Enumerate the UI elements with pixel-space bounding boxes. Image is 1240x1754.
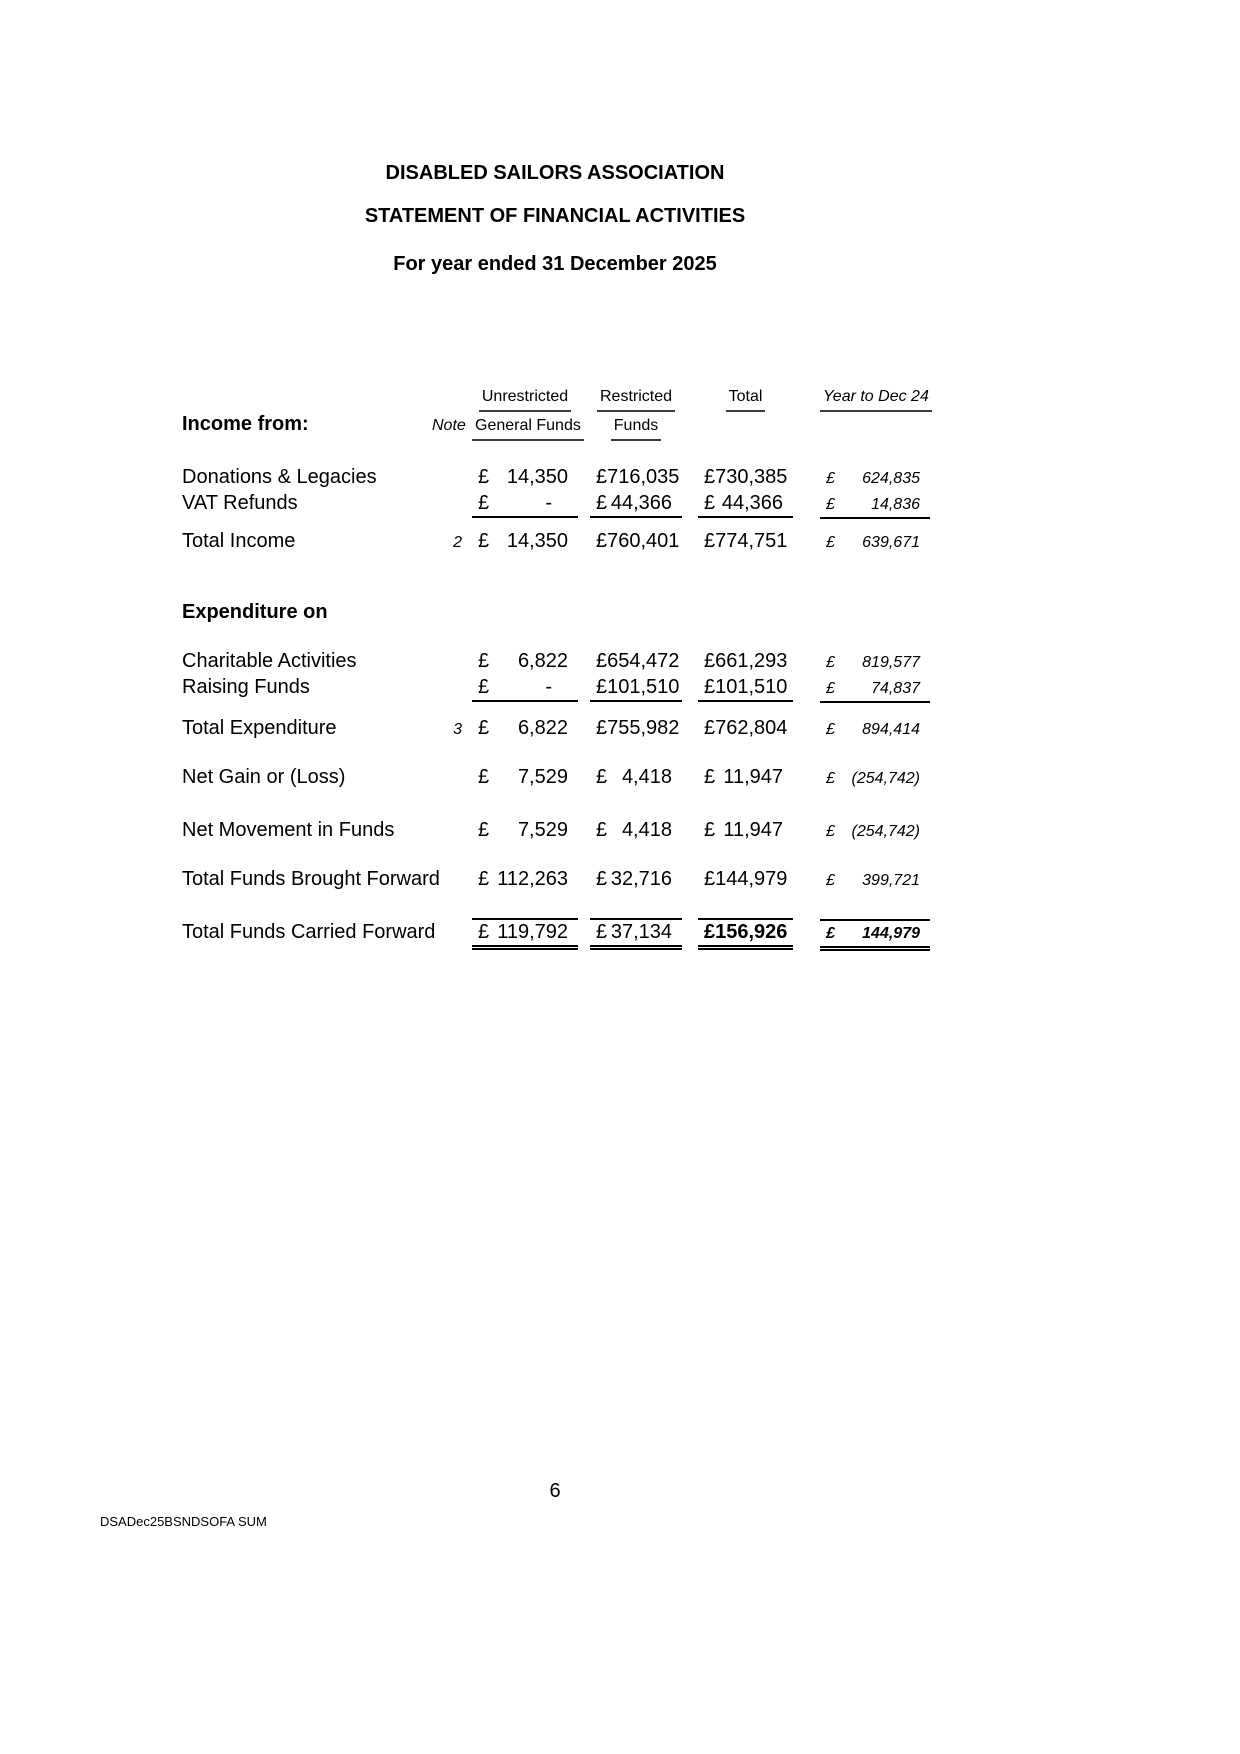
restricted-amount [590, 465, 682, 490]
amount-value: 624,835 [862, 470, 920, 487]
statement-title: STATEMENT OF FINANCIAL ACTIVITIES [364, 205, 746, 227]
amount-value: 14,350 [506, 530, 568, 552]
pound-sign: £ [596, 868, 608, 890]
prior-year-amount [820, 530, 930, 555]
amount-value: 11,947 [723, 819, 783, 841]
restricted-amount [590, 675, 682, 702]
prior-year-amount [820, 466, 930, 491]
amount-value: 755,982 [607, 717, 680, 739]
pound-sign: £ [826, 496, 835, 513]
unrestricted-amount [472, 675, 578, 702]
pound-sign: £ [478, 819, 490, 841]
unrestricted-amount [472, 649, 578, 674]
amount-value: 101,510 [607, 676, 680, 698]
row-label: Charitable Activities [182, 650, 357, 672]
unrestricted-amount [472, 716, 578, 741]
restricted-amount [590, 716, 682, 741]
prior-year-amount [820, 919, 930, 948]
amount-value: 654,472 [607, 650, 680, 672]
restricted-amount [590, 818, 682, 843]
amount-value: 7,529 [517, 819, 568, 841]
restricted-header: Restricted [590, 384, 682, 412]
unrestricted-header: Unrestricted [472, 384, 578, 412]
amount-value: 7,529 [517, 766, 568, 788]
page-title: DISABLED SAILORS ASSOCIATION [385, 162, 725, 184]
total-amount [698, 765, 793, 790]
sofa-table [182, 384, 930, 948]
unrestricted-amount [472, 491, 578, 518]
amount-value: 639,671 [862, 534, 920, 551]
amount-value: - [545, 492, 552, 514]
pound-sign: £ [596, 466, 608, 488]
total-amount [698, 491, 793, 518]
pound-sign: £ [478, 650, 490, 672]
row-label: Total Income [182, 530, 296, 552]
unrestricted-amount [472, 818, 578, 843]
pound-sign: £ [826, 654, 835, 671]
row-label: Net Gain or (Loss) [182, 766, 346, 788]
row-label: Total Funds Brought Forward [182, 868, 440, 890]
row-note: 3 [453, 721, 462, 738]
restricted-amount [590, 491, 682, 518]
pound-sign: £ [478, 766, 490, 788]
prior-year-header: Year to Dec 24 [820, 384, 930, 412]
unrestricted-subheader: General Funds [472, 413, 578, 441]
total-amount [698, 649, 793, 674]
table-row-net-movement [182, 818, 930, 844]
total-header: Total [698, 384, 793, 412]
pound-sign: £ [478, 676, 490, 698]
restricted-amount [590, 649, 682, 674]
pound-sign: £ [826, 534, 835, 551]
amount-value: 44,366 [610, 492, 672, 514]
pound-sign: £ [596, 921, 608, 943]
page-number: 6 [549, 1480, 561, 1502]
unrestricted-amount [472, 867, 578, 892]
row-label: VAT Refunds [182, 492, 298, 514]
total-amount [698, 818, 793, 843]
pound-sign: £ [596, 650, 608, 672]
amount-value: - [545, 676, 552, 698]
amount-value: (254,742) [851, 823, 920, 840]
restricted-amount [590, 765, 682, 790]
pound-sign: £ [704, 921, 716, 943]
total-amount [698, 918, 793, 947]
restricted-amount [590, 918, 682, 947]
row-label: Donations & Legacies [182, 466, 377, 488]
amount-value: 14,350 [506, 466, 568, 488]
pound-sign: £ [596, 819, 608, 841]
pound-sign: £ [826, 925, 835, 942]
restricted-subheader: Funds [590, 413, 682, 441]
pound-sign: £ [704, 492, 716, 514]
amount-value: 760,401 [607, 530, 680, 552]
amount-value: 74,837 [871, 680, 920, 697]
table-row-donations [182, 465, 930, 491]
section-expenditure-row [182, 600, 930, 625]
table-header-row-2 [182, 412, 930, 441]
pound-sign: £ [826, 823, 835, 840]
pound-sign: £ [826, 680, 835, 697]
pound-sign: £ [704, 650, 716, 672]
amount-value: 730,385 [715, 466, 788, 488]
amount-value: 14,836 [871, 496, 920, 513]
total-amount [698, 675, 793, 702]
pound-sign: £ [478, 492, 490, 514]
unrestricted-amount [472, 918, 578, 947]
pound-sign: £ [704, 466, 716, 488]
prior-year-amount [820, 819, 930, 844]
amount-value: 4,418 [621, 819, 672, 841]
amount-value: 37,134 [610, 921, 672, 943]
prior-year-amount [820, 676, 930, 703]
pound-sign: £ [478, 868, 490, 890]
pound-sign: £ [704, 819, 716, 841]
table-row-net-gain [182, 765, 930, 791]
pound-sign: £ [704, 868, 716, 890]
total-amount [698, 867, 793, 892]
amount-value: 156,926 [715, 921, 788, 943]
pound-sign: £ [596, 530, 608, 552]
pound-sign: £ [596, 492, 608, 514]
unrestricted-amount [472, 529, 578, 554]
row-label: Total Funds Carried Forward [182, 921, 436, 943]
amount-value: 4,418 [621, 766, 672, 788]
amount-value: 44,366 [721, 492, 783, 514]
pound-sign: £ [478, 921, 490, 943]
amount-value: 762,804 [715, 717, 788, 739]
amount-value: 11,947 [723, 766, 783, 788]
table-row-carried-forward [182, 918, 930, 948]
prior-year-amount [820, 650, 930, 675]
unrestricted-amount [472, 765, 578, 790]
row-label: Total Expenditure [182, 717, 337, 739]
amount-value: 399,721 [862, 872, 920, 889]
note-header: Note [432, 417, 466, 434]
amount-value: 101,510 [715, 676, 788, 698]
pound-sign: £ [704, 676, 716, 698]
pound-sign: £ [704, 766, 716, 788]
pound-sign: £ [478, 530, 490, 552]
total-amount [698, 465, 793, 490]
row-label: Raising Funds [182, 676, 310, 698]
income-from-label: Income from: [182, 413, 309, 435]
pound-sign: £ [826, 872, 835, 889]
restricted-amount [590, 529, 682, 554]
pound-sign: £ [826, 721, 835, 738]
table-row-charitable [182, 649, 930, 675]
total-amount [698, 529, 793, 554]
amount-value: 6,822 [517, 717, 568, 739]
restricted-amount [590, 867, 682, 892]
expenditure-on-label: Expenditure on [182, 601, 328, 623]
amount-value: 112,263 [497, 868, 568, 890]
prior-year-amount [820, 868, 930, 893]
pound-sign: £ [704, 717, 716, 739]
amount-value: 774,751 [715, 530, 788, 552]
prior-year-amount [820, 766, 930, 791]
table-row-raising-funds [182, 675, 930, 703]
period-title: For year ended 31 December 2025 [393, 253, 717, 275]
row-note: 2 [453, 534, 462, 551]
pound-sign: £ [478, 717, 490, 739]
amount-value: 144,979 [715, 868, 788, 890]
document-reference: DSADec25BSNDSOFA SUM [100, 1514, 267, 1529]
pound-sign: £ [826, 770, 835, 787]
amount-value: 894,414 [862, 721, 920, 738]
amount-value: 661,293 [715, 650, 788, 672]
prior-year-amount [820, 492, 930, 519]
row-label: Net Movement in Funds [182, 819, 395, 841]
table-row-vat-refunds [182, 491, 930, 519]
pound-sign: £ [478, 466, 490, 488]
amount-value: 119,792 [497, 921, 568, 943]
table-row-total-income [182, 529, 930, 555]
amount-value: 144,979 [862, 925, 920, 942]
amount-value: (254,742) [851, 770, 920, 787]
amount-value: 32,716 [610, 868, 672, 890]
prior-year-amount [820, 717, 930, 742]
amount-value: 6,822 [517, 650, 568, 672]
pound-sign: £ [596, 717, 608, 739]
table-row-brought-forward [182, 867, 930, 893]
table-header-row-1 [182, 384, 930, 412]
unrestricted-amount [472, 465, 578, 490]
pound-sign: £ [826, 470, 835, 487]
amount-value: 819,577 [862, 654, 920, 671]
pound-sign: £ [596, 676, 608, 698]
total-amount [698, 716, 793, 741]
pound-sign: £ [596, 766, 608, 788]
pound-sign: £ [704, 530, 716, 552]
amount-value: 716,035 [607, 466, 680, 488]
table-row-total-expenditure [182, 716, 930, 742]
